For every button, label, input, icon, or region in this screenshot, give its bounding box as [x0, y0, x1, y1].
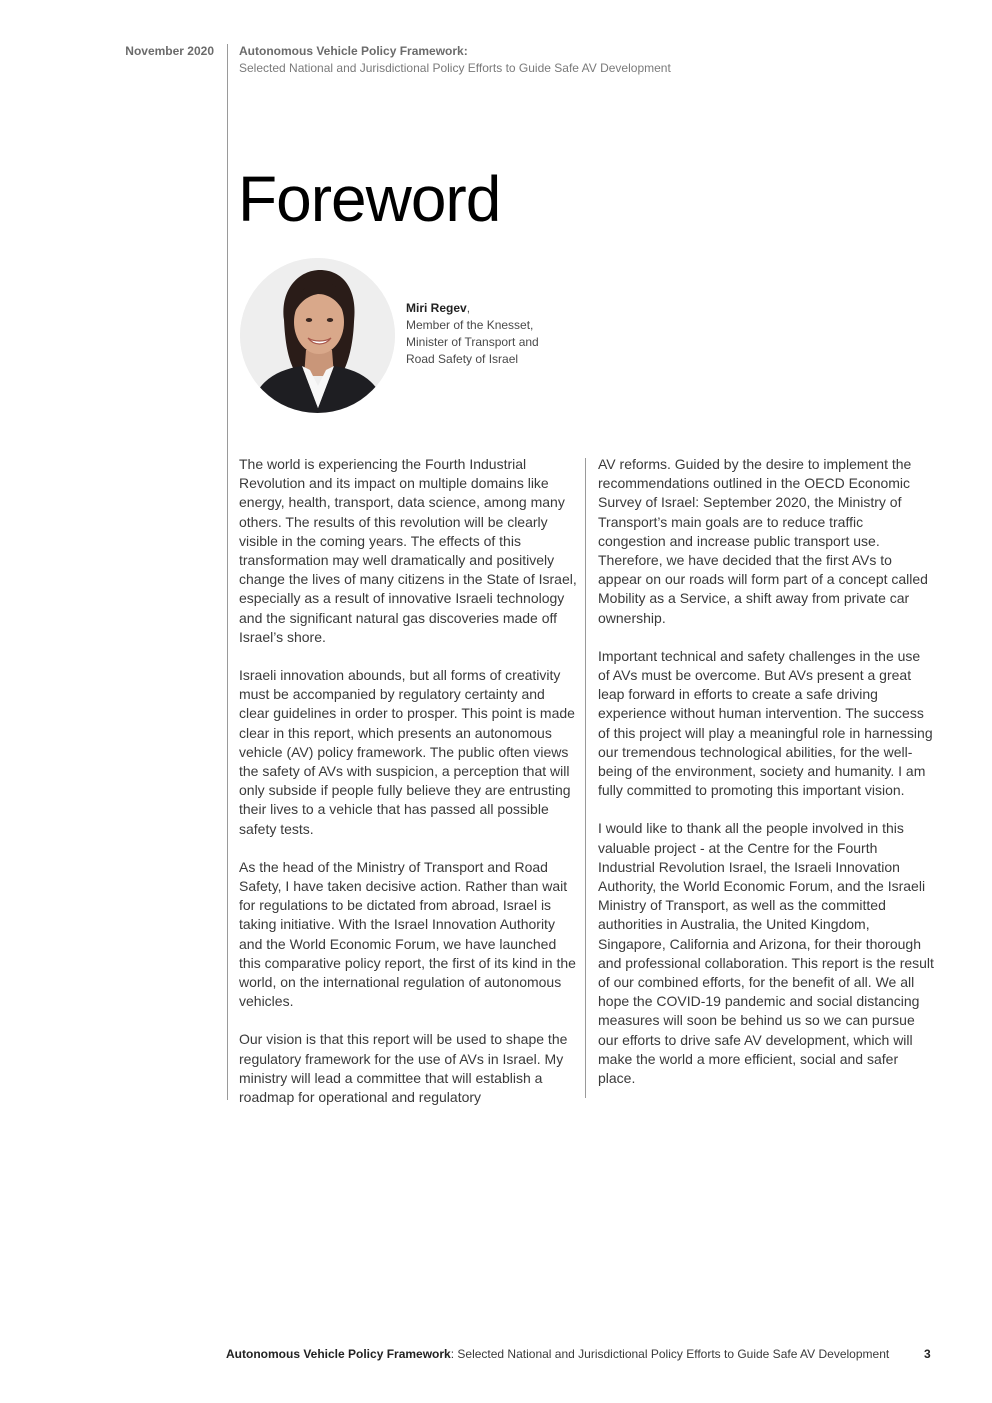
author-name: Miri Regev: [406, 301, 467, 315]
paragraph: As the head of the Ministry of Transport and Road Safety, I have taken decisive action. Rather than wait for regulations to be dictated from abroad, Israel is taking initiative. With the Israel Innovation Authority and the World Economic Forum, we have launched this comparative policy report, the first of its kind in the world, on the international regulation of autonomous vehicles.: [239, 858, 576, 1010]
header-title: Autonomous Vehicle Policy Framework:: [239, 44, 468, 58]
page-title: Foreword: [238, 163, 501, 235]
footer-title-bold: Autonomous Vehicle Policy Framework: [226, 1347, 451, 1361]
author-name-suffix: ,: [466, 301, 471, 315]
paragraph: I would like to thank all the people involved in this valuable project - at the Centre for the Fourth Industrial Revolution Israel, the Israeli Innovation Authority, the World Economic Forum, and the Israeli Ministry of Transport, as well as the committed authorities in Australia, the United Kingdom, Singapore, California and Arizona, for their thorough and professional collaboration. This report is the result of our combined efforts, for the benefit of all. We all hope the COVID-19 pandemic and social distancing measures will soon be behind us so we can pursue our efforts to drive safe AV development, which will make the world a more efficient, social and safer place.: [598, 820, 934, 1087]
header-date: November 2020: [125, 44, 214, 58]
paragraph: The world is experiencing the Fourth Industrial Revolution and its impact on multiple domains like energy, health, transport, data science, among many others. The results of this revolution will be clearly visible in the coming years. The effects of this transformation may well dramatically and positively change the lives of many citizens in the State of Israel, especially as a result of innovative Israeli technology and the significant natural gas discoveries made off Israel’s shore.: [239, 456, 577, 645]
author-role-line-3: Road Safety of Israel: [406, 352, 519, 366]
portrait-illustration: [240, 258, 395, 413]
footer-title: [226, 1347, 889, 1361]
author-role-line-2: Minister of Transport and: [406, 335, 539, 349]
footer-title-rest: : Selected National and Jurisdictional Policy Efforts to Guide Safe AV Development: [450, 1347, 890, 1361]
left-vertical-rule: [227, 44, 228, 1100]
paragraph: Important technical and safety challenges in the use of AVs must be overcome. But AVs present a great leap forward in efforts to create a safe driving experience without human intervention. The success of this project will play a meaningful role in harnessing our tremendous technological abilities, for the well-being of the environment, society and humanity. I am fully committed to promoting this important vision.: [598, 647, 933, 799]
author-name-line: [406, 300, 539, 317]
header-subtitle: Selected National and Jurisdictional Policy Efforts to Guide Safe AV Development: [239, 61, 671, 75]
paragraph: AV reforms. Guided by the desire to implement the recommendations outlined in the OECD Economic Survey of Israel: September 2020, the Ministry of Transport’s main goals are to reduce traffic congestion and increase public transport use. Therefore, we have decided that the first AVs to appear on our roads will form part of a concept called Mobility as a Service, a shift away from private car ownership.: [598, 456, 928, 626]
page-number: 3: [924, 1347, 931, 1361]
right-column: [598, 455, 934, 1107]
author-portrait: [240, 258, 395, 413]
author-caption: [406, 300, 539, 368]
author-role-line-1: Member of the Knesset,: [406, 318, 534, 332]
column-divider-rule: [585, 458, 586, 1098]
left-column: [239, 455, 579, 1126]
paragraph: Israeli innovation abounds, but all forms of creativity must be accompanied by regulatory certainty and clear guidelines in order to prosper. This point is made clear in this report, which presents an autonomous vehicle (AV) policy framework. The public often views the safety of AVs with suspicion, a perception that will only subside if people fully believe they are entrusting their lives to a vehicle that has passed all possible safety tests.: [239, 667, 575, 837]
paragraph: Our vision is that this report will be used to shape the regulatory framework for the use of AVs in Israel. My ministry will lead a committee that will establish a roadmap for operational and regulatory: [239, 1031, 568, 1106]
